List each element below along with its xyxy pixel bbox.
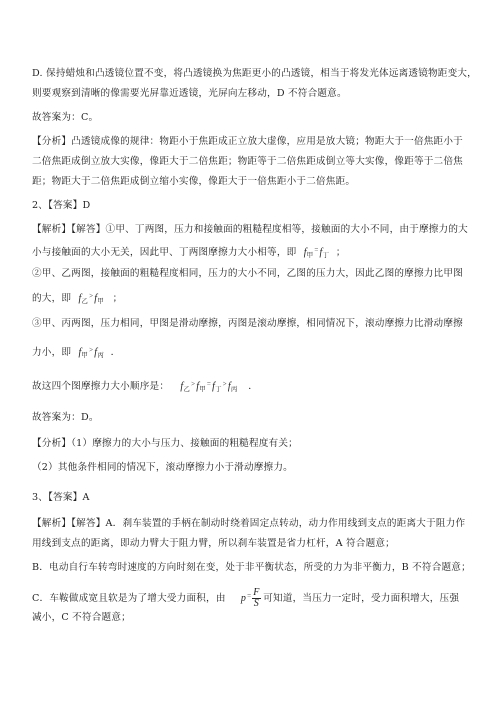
explanation-2-line-3: ②甲、乙两图，接触面的粗糙程度相同，压力的大小不同，乙图的压力大，因此乙图的摩擦力比甲图 [32, 268, 463, 279]
option-c-text-a: C．车鞍做成宽且软是为了增大受力面积，由 [32, 592, 226, 604]
equation-f-yi-gt-f-jia: $f_乙^>f_甲$ [78, 292, 104, 305]
option-d-line-2: 则要观察到清晰的像需要光屏靠近透镜，光屏向左移动，D 不符合题意。 [32, 88, 347, 99]
analysis-2-line-2: （2）其他条件相同的情况下，滚动摩擦力小于滑动摩擦力。 [32, 462, 293, 473]
equation-f-jia-gt-f-bing: $f_甲^>f_丙$ [78, 346, 104, 359]
answer-2: 故答案为：D。 [32, 412, 99, 423]
explanation-2-line-2-text: 小与接触面的大小无关，因此甲、丁两图摩擦力大小相等，即 [32, 247, 297, 258]
question-3-answer: 3、【答案】A [32, 492, 90, 503]
option-b-line: B．电动自行车转弯时速度的方向时刻在变，处于非平衡状态，所受的力为非平衡力，B 不符合题意； [32, 562, 471, 573]
explanation-2-line-6 [32, 344, 480, 362]
equation-end-punct: ． [110, 347, 121, 358]
analysis-1-line-3: 距；物距大于二倍焦距成倒立缩小实像，像距大于一倍焦距小于二倍焦距。 [32, 176, 356, 187]
explanation-2-line-1: 【解析】【解答】①甲、丁两图，压力和接触面的粗糙程度相等，接触面的大小不同，由于摩擦力的大 [32, 224, 468, 235]
explanation-2-line-4 [32, 290, 480, 308]
friction-order-equation: $f_乙^>f_甲^=f_丁^>f_丙$ [180, 380, 238, 393]
explanation-3-line-1: 【解析】【解答】A．刹车装置的手柄在制动时绕着固定点转动，动力作用线到支点的距离大于阻力作 [32, 518, 466, 529]
equation-end-punct: ； [335, 247, 346, 258]
analysis-1-line-1: 【分析】凸透镜成像的规律：物距小于焦距成正立放大虚像，应用是放大镜；物距大于一倍焦距小于 [32, 136, 463, 147]
equation-end-punct: ． [248, 381, 259, 392]
friction-order-line [32, 378, 480, 396]
friction-order-text: 故这四个图摩擦力大小顺序是： [32, 381, 170, 392]
option-c-line-2: 减小，C 不符合题意； [32, 612, 131, 623]
explanation-3-line-2: 用线到支点的距离，即动力臂大于阻力臂，所以刹车装置是省力杠杆，A 符合题意； [32, 538, 395, 549]
explanation-2-line-4-text: 的大，即 [32, 293, 72, 304]
analysis-2-line-1: 【分析】（1）摩擦力的大小与压力、接触面的粗糙程度有关； [32, 438, 298, 449]
answer-1: 故答案为：C。 [32, 112, 99, 123]
pressure-formula: p= $\frac{F}{S}$ [240, 587, 260, 609]
analysis-1-line-2: 二倍焦距成倒立放大实像，像距大于二倍焦距；物距等于二倍焦距成倒立等大实像，像距等于二倍焦 [32, 156, 463, 167]
explanation-2-line-5: ③甲、丙两图，压力相同，甲图是滑动摩擦，丙图是滚动摩擦，相同情况下，滚动摩擦力比滑动摩擦 [32, 318, 463, 329]
explanation-2-line-6-text: 力小，即 [32, 347, 72, 358]
option-d-line-1: D. 保持蜡烛和凸透镜位置不变，将凸透镜换为焦距更小的凸透镜，相当于将发光体远离透镜物距变大， [32, 68, 477, 79]
question-2-answer: 2、【答案】D [32, 200, 91, 211]
equation-end-punct: ； [112, 293, 123, 304]
option-c-line-1 [32, 588, 480, 609]
equation-f-jia-eq-f-ding: $f_甲^=f_丁$ [303, 246, 330, 259]
option-c-text-b: 可知道，当压力一定时，受力面积增大，压强 [263, 592, 460, 604]
explanation-2-line-2 [32, 244, 480, 262]
